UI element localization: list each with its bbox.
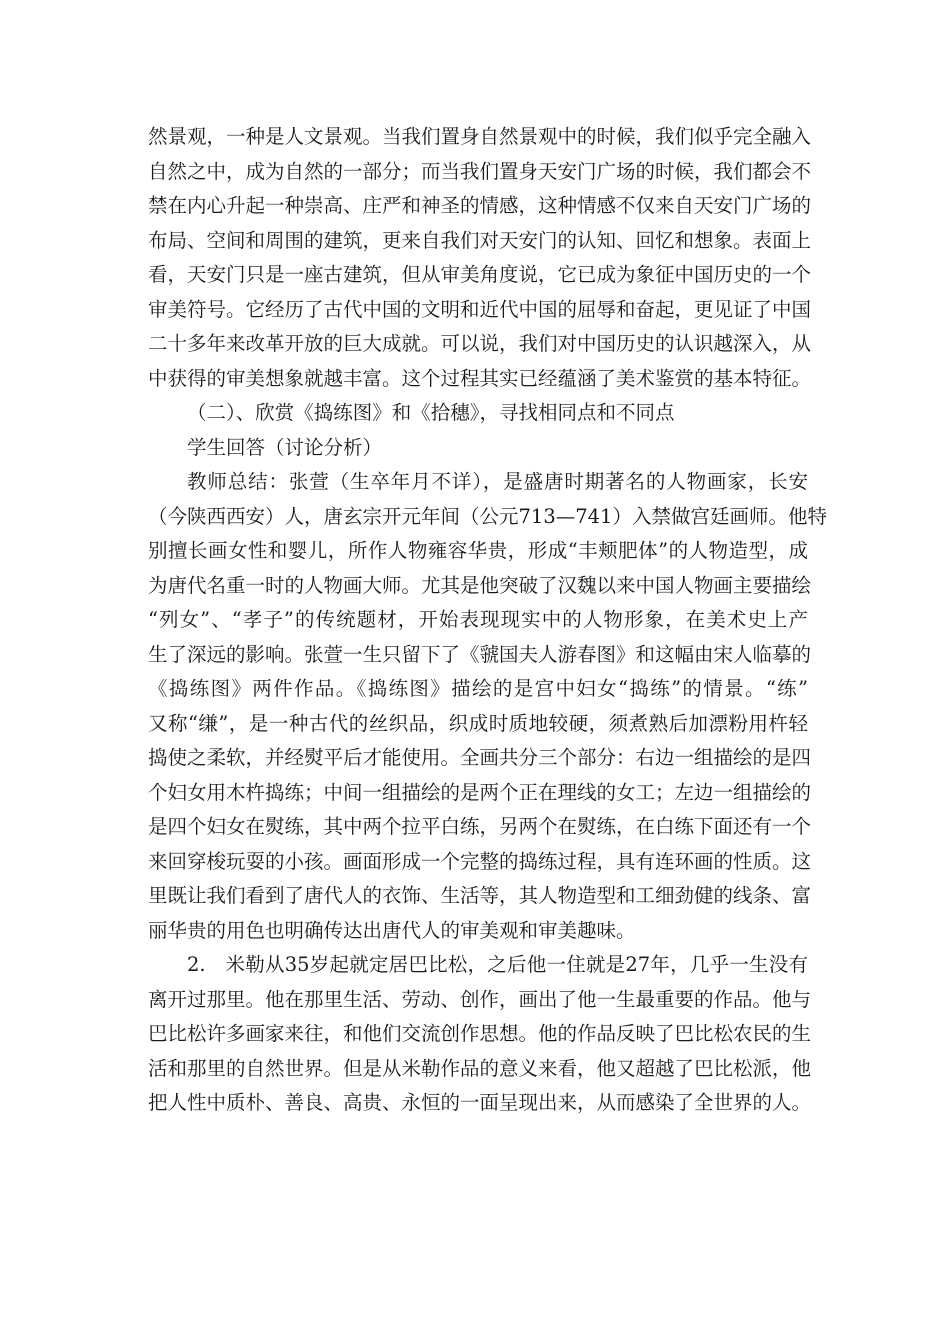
text-line: 巴比松许多画家来往，和他们交流创作思想。他的作品反映了巴比松农民的生 [148, 1022, 812, 1045]
text-line: 中获得的审美想象就越丰富。这个过程其实已经蕴涵了美术鉴赏的基本特征。 [148, 366, 812, 390]
text-line: 布局、空间和周围的建筑，更来自我们对天安门的认知、回忆和想象。表面上 [148, 228, 812, 252]
text-line: 离开过那里。他在那里生活、劳动、创作，画出了他一生最重要的作品。他与 [148, 987, 812, 1011]
text-line: 审美符号。它经历了古代中国的文明和近代中国的屈辱和奋起，更见证了中国 [148, 297, 812, 321]
text-line: 是四个妇女在熨练，其中两个拉平白练，另两个在熨练，在白练下面还有一个 [148, 815, 812, 838]
text-line: 又称“缣”，是一种古代的丝织品，织成时质地较硬，须煮熟后加漂粉用杵轻 [148, 711, 808, 735]
text-line: 来回穿梭玩耍的小孩。画面形成一个完整的捣练过程，具有连环画的性质。这 [148, 849, 812, 873]
text-line: 学生回答（讨论分析） [187, 435, 383, 459]
text-line: （今陕西西安）人，唐玄宗开元年间（公元713—741）入禁做宫廷画师。他特 [148, 504, 827, 528]
paragraph-millet [148, 948, 812, 1121]
text-line: 里既让我们看到了唐代人的衣饰、生活等，其人物造型和工细劲健的线条、富 [148, 884, 812, 907]
text-line: 2. 米勒从35岁起就定居巴比松，之后他一住就是27年，几乎一生没有 [187, 953, 808, 976]
text-line: 禁在内心升起一种崇高、庄严和神圣的情感，这种情感不仅来自天安门广场的 [148, 194, 812, 217]
text-line: 二十多年来改革开放的巨大成就。可以说，我们对中国历史的认识越深入，从 [148, 332, 812, 355]
text-line: 教师总结：张萱（生卒年月不详），是盛唐时期著名的人物画家，长安 [187, 470, 808, 493]
text-line: 为唐代名重一时的人物画大师。尤其是他突破了汉魏以来中国人物画主要描绘 [148, 573, 812, 597]
text-line: “列女”、“孝子”的传统题材，开始表现现实中的人物形象，在美术史上产 [148, 608, 808, 631]
text-line: 个妇女用木杵捣练；中间一组描绘的是两个正在理线的女工；左边一组描绘的 [148, 780, 812, 804]
text-line: 丽华贵的用色也明确传达出唐代人的审美观和审美趣味。 [148, 918, 636, 942]
paragraph-student-answer [148, 431, 808, 466]
text-line: 捣使之柔软，并经熨平后才能使用。全画共分三个部分：右边一组描绘的是四 [148, 746, 812, 769]
text-line: 看，天安门只是一座古建筑，但从审美角度说，它已成为象征中国历史的一个 [148, 263, 812, 286]
paragraph-teacher-summary [148, 465, 827, 948]
body-text [148, 120, 827, 1121]
text-line: （二）、欣赏《捣练图》和《拾穗》，寻找相同点和不同点 [187, 401, 675, 424]
text-line: 然景观，一种是人文景观。当我们置身自然景观中的时候，我们似乎完全融入 [148, 125, 812, 148]
text-line: 别擅长画女性和婴儿，所作人物雍容华贵，形成“丰颊肥体”的人物造型，成 [148, 539, 808, 562]
text-line: 《捣练图》两件作品。《捣练图》描绘的是宫中妇女“捣练”的情景。“练” [148, 677, 808, 700]
section-heading [148, 396, 808, 431]
text-line: 把人性中质朴、善良、高贵、永恒的一面呈现出来，从而感染了全世界的人。 [148, 1091, 812, 1114]
text-line: 自然之中，成为自然的一部分；而当我们置身天安门广场的时候，我们都会不 [148, 159, 812, 183]
text-line: 活和那里的自然世界。但是从米勒作品的意义来看，他又超越了巴比松派，他 [148, 1056, 812, 1080]
text-line: 生了深远的影响。张萱一生只留下了《虢国夫人游春图》和这幅由宋人临摹的 [148, 642, 812, 666]
paragraph-landscape [148, 120, 812, 396]
